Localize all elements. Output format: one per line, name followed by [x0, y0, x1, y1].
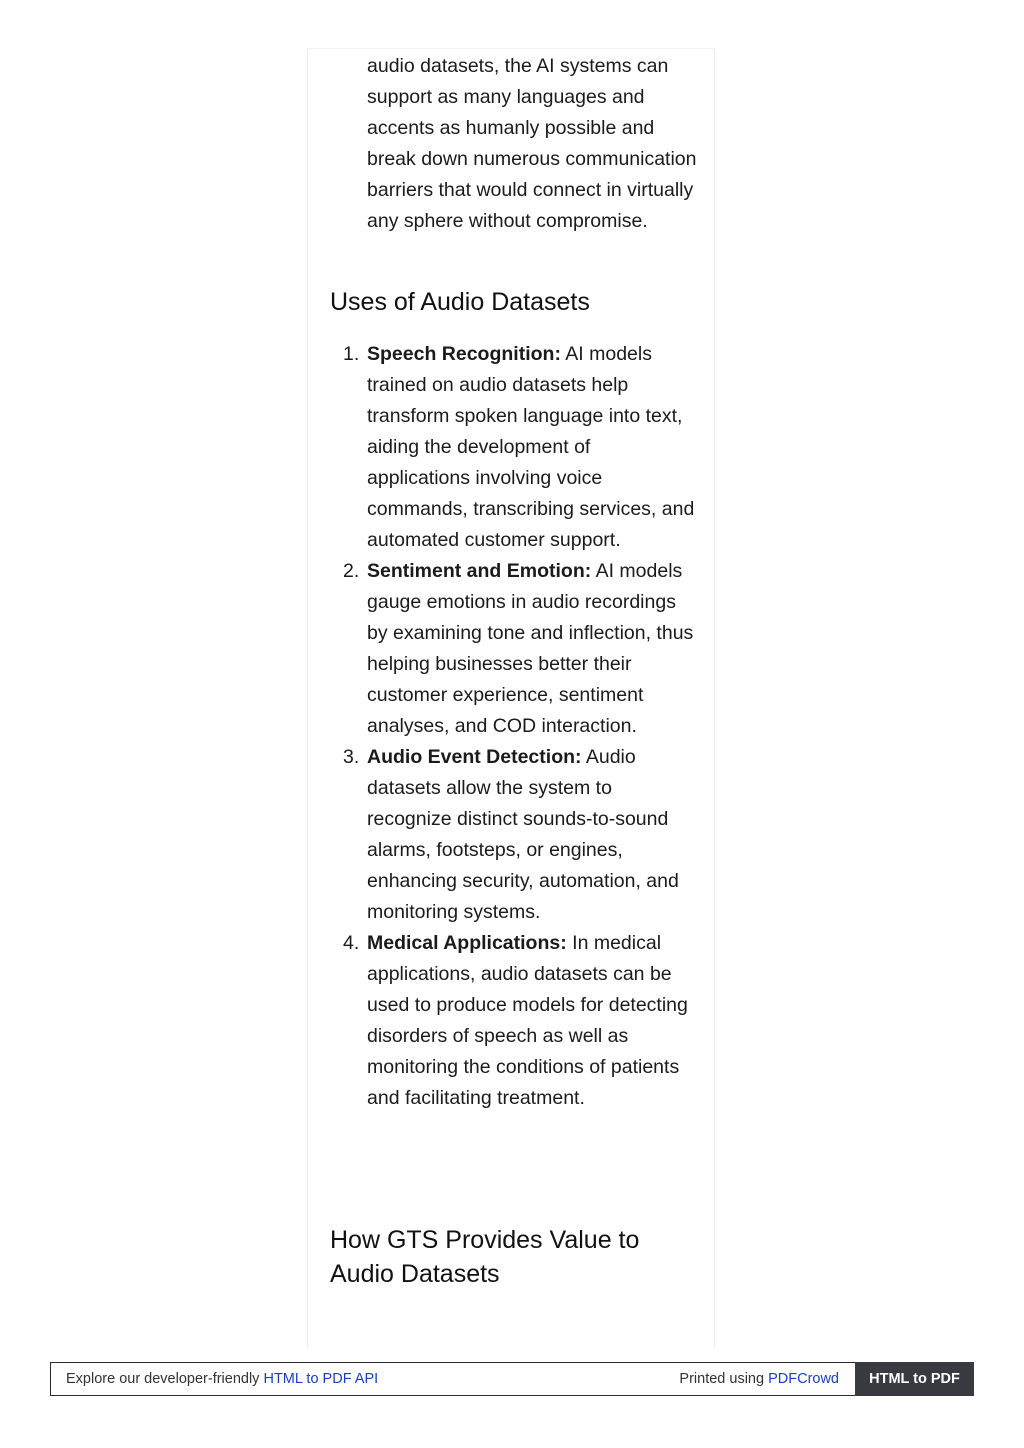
- list-item-text: Audio datasets allow the system to recognize distinct sounds-to-sound alarms, footsteps, or engines, enhancing security, automation, and monitoring systems.: [367, 746, 679, 923]
- pdfcrowd-link[interactable]: PDFCrowd: [768, 1371, 839, 1387]
- list-item-medical-applications: [343, 928, 697, 1114]
- list-item-term: Sentiment and Emotion:: [367, 560, 592, 582]
- list-item-text: In medical applications, audio datasets can be used to produce models for detecting disorders of speech as well as monitoring the conditions of patients and facilitating treatment.: [367, 932, 688, 1109]
- list-item-audio-event-detection: [343, 742, 697, 928]
- list-item-speech-recognition: [343, 339, 697, 556]
- list-item-text: AI models gauge emotions in audio recordings by examining tone and inflection, thus helping businesses better their customer experience, sentiment analyses, and COD interaction.: [367, 560, 694, 737]
- footer-explore: [66, 1371, 378, 1387]
- article-column: [307, 48, 715, 1348]
- list-item-term: Speech Recognition:: [367, 343, 561, 365]
- section-heading-uses: Uses of Audio Datasets: [330, 288, 590, 316]
- list-item-term: Medical Applications:: [367, 932, 567, 954]
- footer-explore-text: Explore our developer-friendly: [66, 1371, 264, 1387]
- list-item-text: AI models trained on audio datasets help transform spoken language into text, aiding the development of applications involving voice commands, transcribing services, and automated customer support.: [367, 343, 695, 551]
- list-number: 1.: [343, 343, 360, 365]
- list-item-term: Audio Event Detection:: [367, 746, 582, 768]
- html-to-pdf-api-link[interactable]: HTML to PDF API: [263, 1371, 379, 1387]
- list-number: 2.: [343, 560, 360, 582]
- list-item-sentiment-emotion: [343, 556, 697, 742]
- intro-paragraph: audio datasets, the AI systems can support as many languages and accents as humanly possible and break down numerous communication barriers that would connect in virtually any sphere without compromise.: [367, 55, 697, 232]
- uses-list: [343, 339, 697, 1114]
- list-number: 4.: [343, 932, 360, 954]
- section-heading-gts: How GTS Provides Value to Audio Datasets: [330, 1226, 640, 1288]
- footer-printed-text: Printed using: [679, 1371, 769, 1387]
- pdfcrowd-footer-bar: [50, 1362, 974, 1396]
- footer-printed: [679, 1371, 839, 1387]
- html-to-pdf-button[interactable]: HTML to PDF: [855, 1362, 974, 1396]
- list-number: 3.: [343, 746, 360, 768]
